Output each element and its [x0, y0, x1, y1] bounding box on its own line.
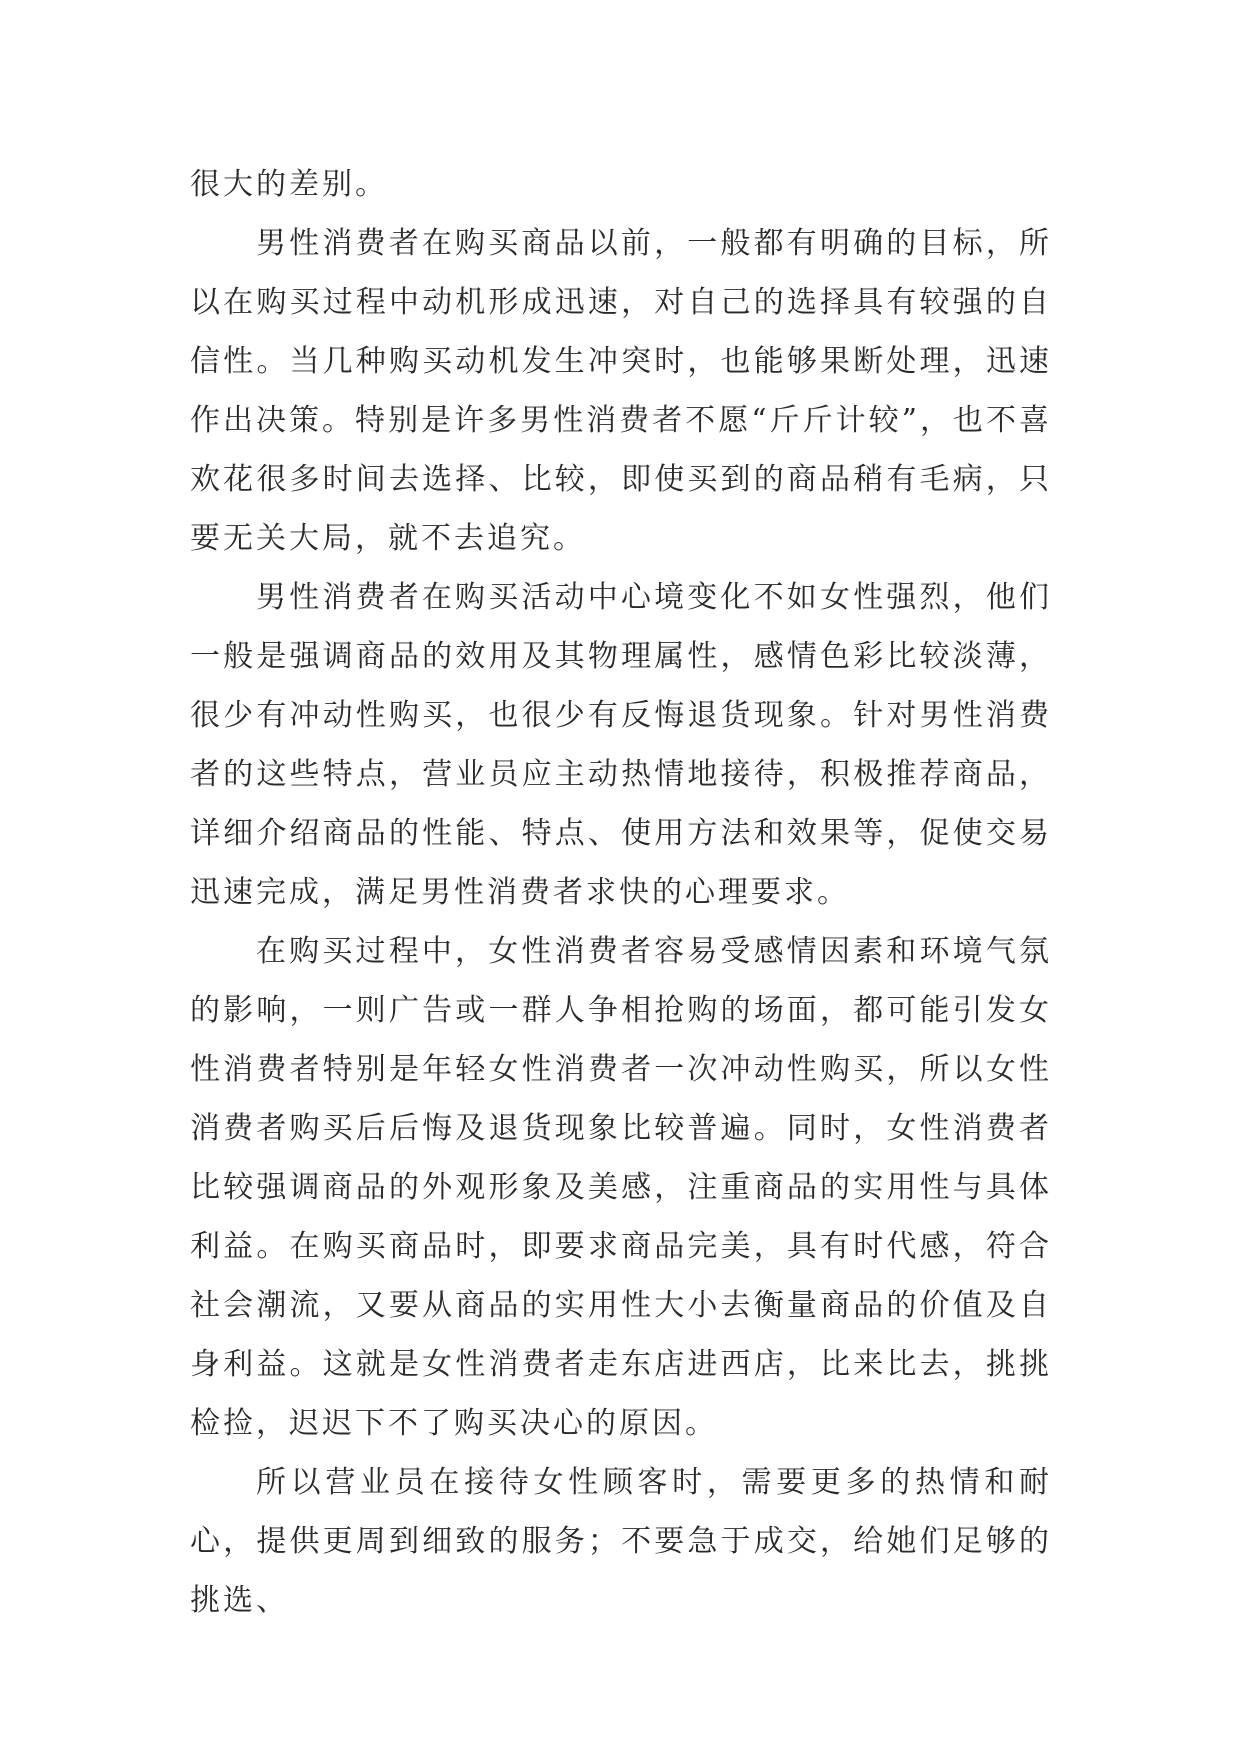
document-body — [190, 155, 1052, 1630]
paragraph-female-behavior: 在购买过程中，女性消费者容易受感情因素和环境气氛的影响，一则广告或一群人争相抢购的场面，都可能引发女性消费者特别是年轻女性消费者一次冲动性购买，所以女性消费者购买后后悔及退货现象比较普遍。同时，女性消费者比较强调商品的外观形象及美感，注重商品的实用性与具体利益。在购买商品时，即要求商品完美，具有时代感，符合社会潮流，又要从商品的实用性大小去衡量商品的价值及自身利益。这就是女性消费者走东店进西店，比来比去，挑挑检捡，迟迟下不了购买决心的原因。 — [190, 934, 1052, 1441]
paragraph-male-decision: 男性消费者在购买商品以前，一般都有明确的目标，所以在购买过程中动机形成迅速，对自己的选择具有较强的自信性。当几种购买动机发生冲突时，也能够果断处理，迅速作出决策。特别是许多男性消费者不愿“斤斤计较”，也不喜欢花很多时间去选择、比较，即使买到的商品稍有毛病，只要无关大局，就不去追究。 — [190, 226, 1052, 556]
paragraph-male-service: 男性消费者在购买活动中心境变化不如女性强烈，他们一般是强调商品的效用及其物理属性，感情色彩比较淡薄，很少有冲动性购买，也很少有反悔退货现象。针对男性消费者的这些特点，营业员应主动热情地接待，积极推荐商品，详细介绍商品的性能、特点、使用方法和效果等，促使交易迅速完成，满足男性消费者求快的心理要求。 — [190, 580, 1052, 910]
paragraph-continuation: 很大的差别。 — [190, 167, 388, 202]
paragraph-female-service: 所以营业员在接待女性顾客时，需要更多的热情和耐心，提供更周到细致的服务；不要急于成交，给她们足够的挑选、 — [190, 1465, 1052, 1618]
